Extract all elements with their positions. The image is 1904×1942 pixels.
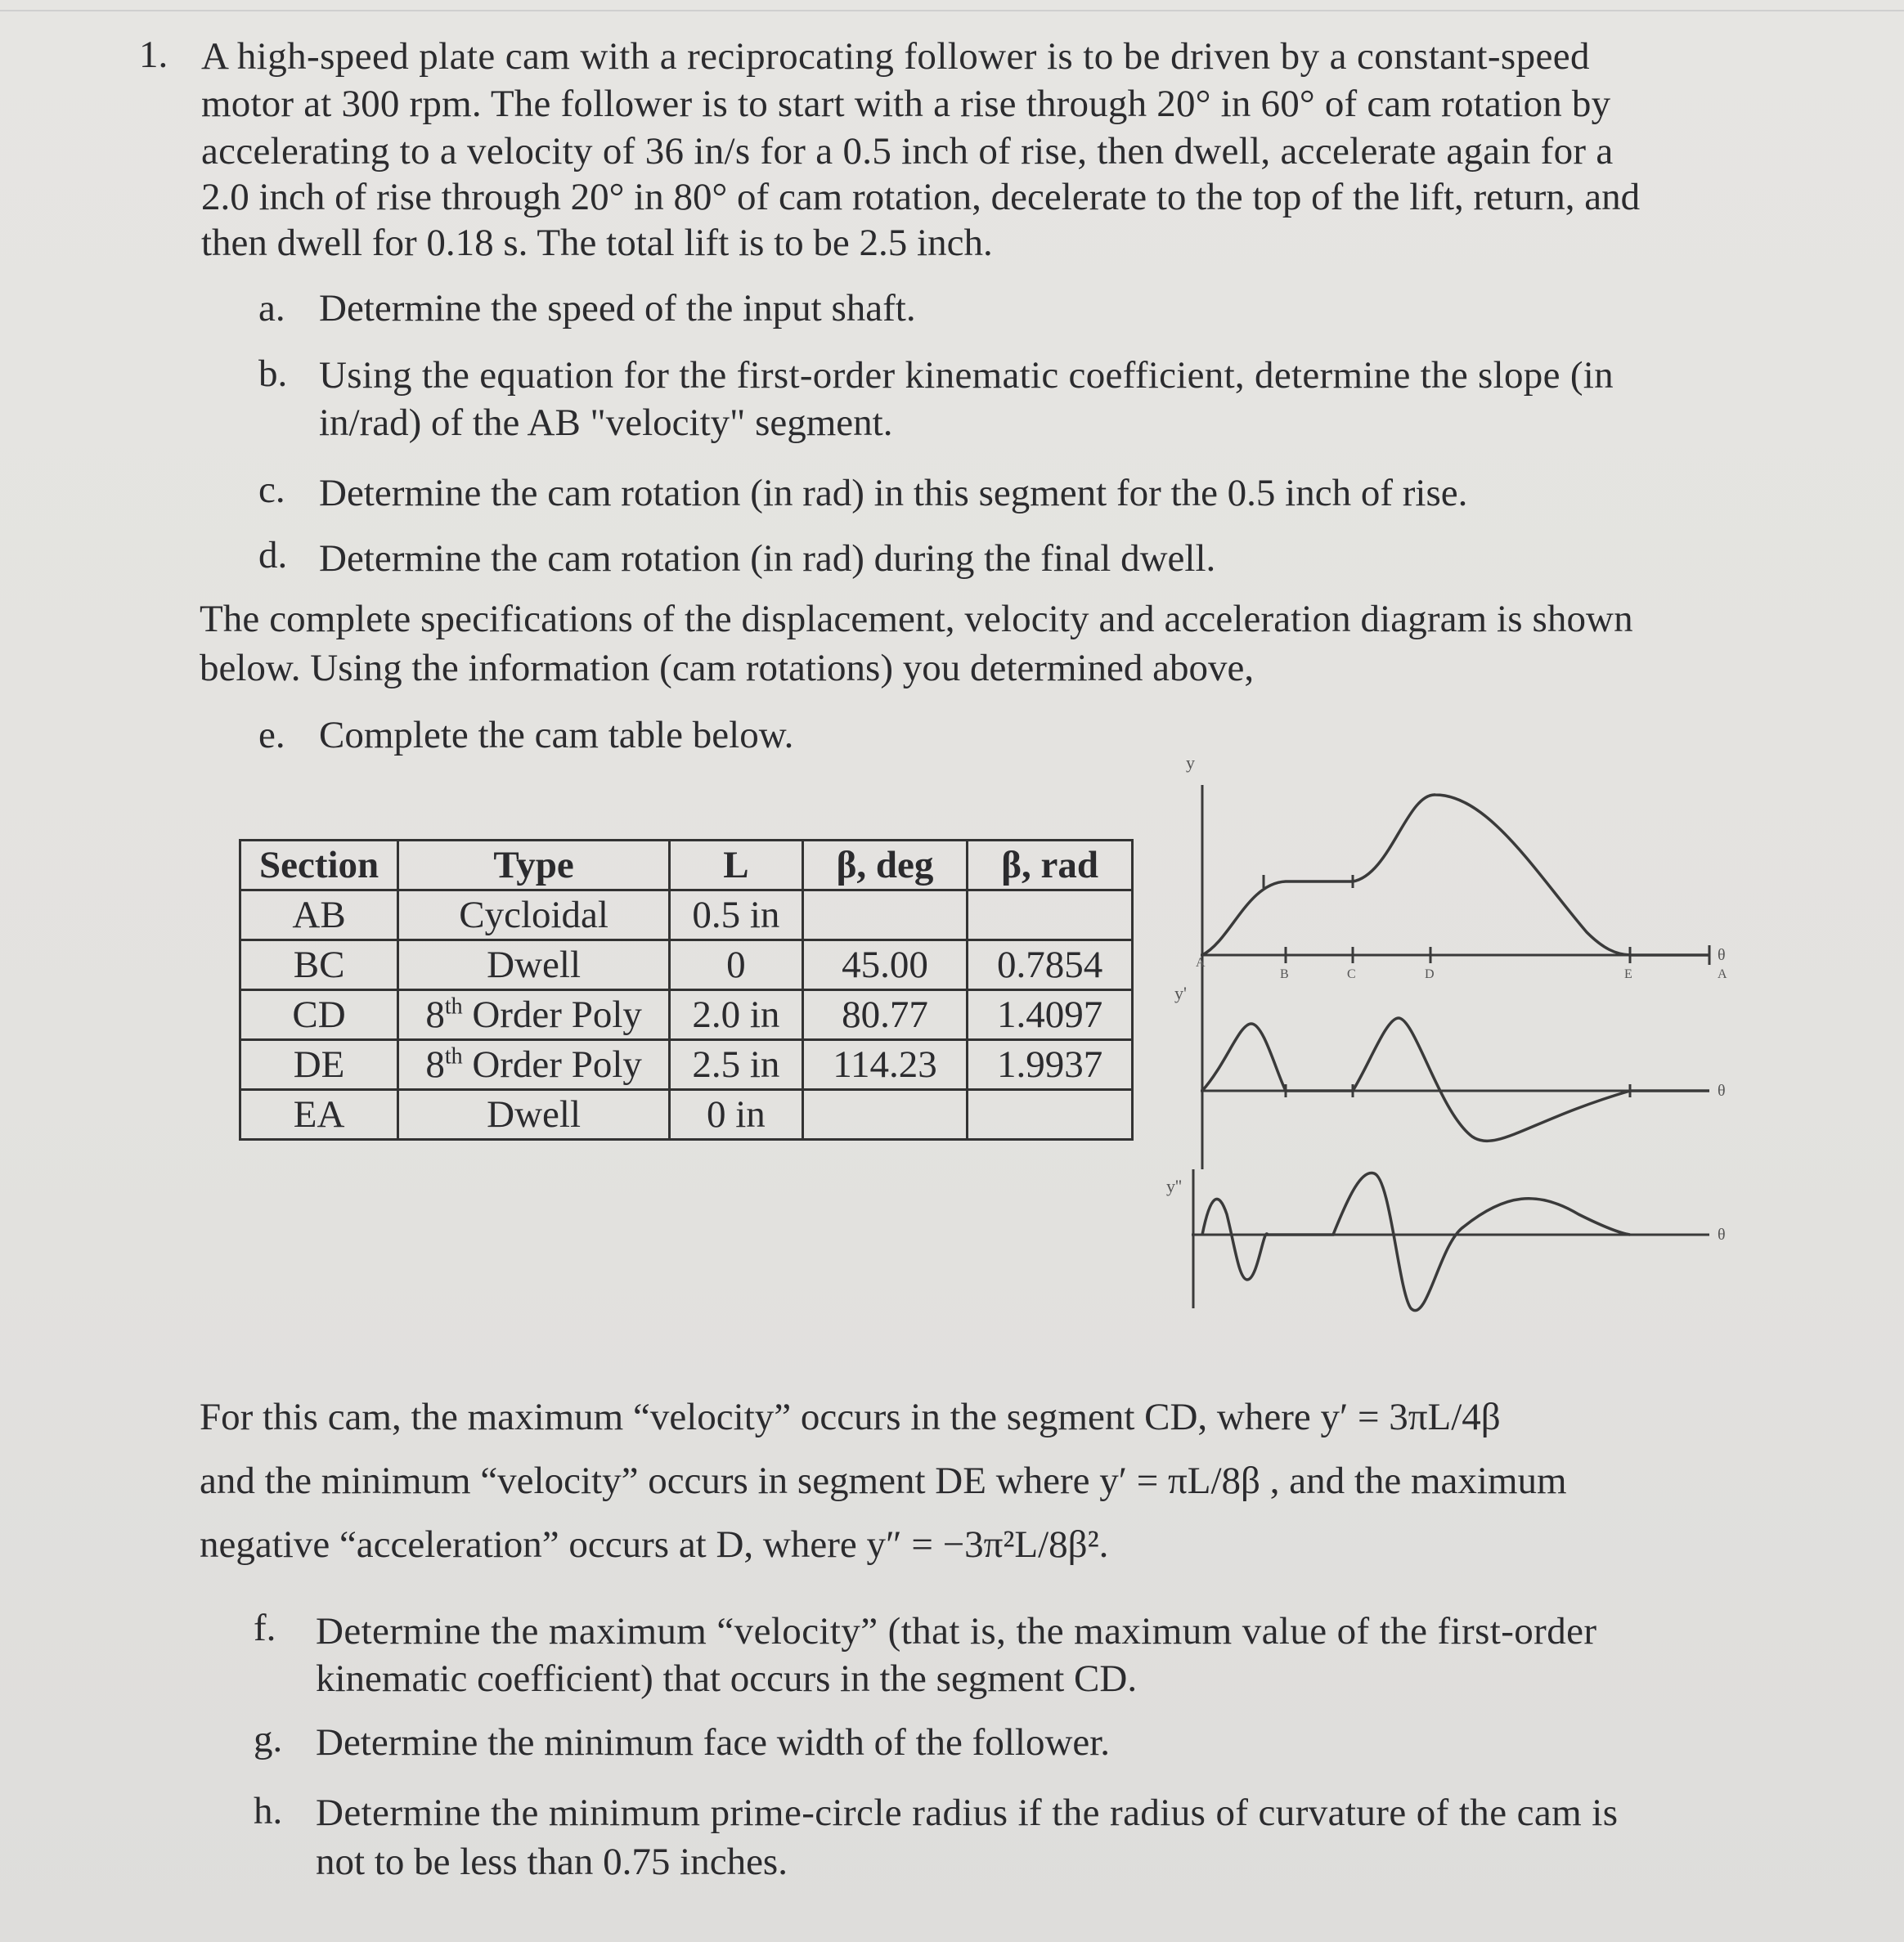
displacement-curve [1202,795,1709,955]
cell-section: CD [240,990,398,1040]
cell-type: Dwell [398,940,670,990]
order-number: 8 [425,993,445,1036]
label-y1: y' [1174,983,1187,1003]
cell-L: 0.5 in [670,890,803,940]
cell-beta-deg: 114.23 [802,1040,968,1090]
part-b-line-2: in/rad) of the AB "velocity" segment. [319,401,893,444]
table-row [240,990,1133,1040]
cell-type: Cycloidal [398,890,670,940]
part-b-line-1: Using the equation for the first-order kinematic coefficient, determine the slope (in [319,354,1614,397]
cell-section: DE [240,1040,398,1090]
table-row [240,940,1133,990]
intro-line-1: A high-speed plate cam with a reciprocating follower is to be driven by a constant-speed [201,35,1590,78]
order-type: Order Poly [462,993,642,1036]
label-E: E [1624,967,1632,981]
intro-line-3: accelerating to a velocity of 36 in/s for a 0.5 inch of rise, then dwell, accelerate again for a [201,130,1614,173]
cell-beta-rad: 0.7854 [968,940,1133,990]
order-suffix: th [444,1043,463,1070]
cell-section: AB [240,890,398,940]
part-b-label: b. [258,352,288,395]
table-row [240,1040,1133,1090]
label-y2: y'' [1166,1176,1182,1196]
cell-beta-rad[interactable] [968,890,1133,940]
cell-L: 0 in [670,1090,803,1140]
header-L: L [670,841,803,890]
part-e-text: Complete the cam table below. [319,714,794,756]
label-A-end: A [1718,967,1727,981]
cell-beta-deg[interactable] [802,1090,968,1140]
cell-beta-deg[interactable] [802,890,968,940]
velocity-line-1: For this cam, the maximum “velocity” occurs in the segment CD, where y′ = 3πL/4β [200,1396,1501,1438]
label-B: B [1280,967,1289,981]
label-D: D [1425,967,1435,981]
order-number: 8 [425,1043,445,1086]
cell-beta-rad: 1.4097 [968,990,1133,1040]
table-row [240,1090,1133,1140]
cam-motion-diagram [1145,736,1750,1325]
part-g-text: Determine the minimum face width of the follower. [316,1721,1111,1764]
velocity-curve [1202,1018,1709,1141]
cell-section: EA [240,1090,398,1140]
cell-L: 2.0 in [670,990,803,1040]
cell-L: 2.5 in [670,1040,803,1090]
part-f-line-2: kinematic coefficient) that occurs in the segment CD. [316,1657,1138,1700]
part-f-label: f. [254,1607,276,1649]
intro-line-2: motor at 300 rpm. The follower is to start with a rise through 20° in 60° of cam rotation by [201,83,1611,125]
part-d-text: Determine the cam rotation (in rad) during the final dwell. [319,537,1216,580]
cell-type [398,990,670,1040]
part-c-label: c. [258,469,285,511]
cell-L: 0 [670,940,803,990]
label-C: C [1347,967,1356,981]
label-A: A [1196,956,1206,970]
acceleration-curve [1202,1173,1630,1310]
header-section: Section [240,841,398,890]
label-theta-3: θ [1718,1226,1726,1244]
part-c-text: Determine the cam rotation (in rad) in this segment for the 0.5 inch of rise. [319,472,1468,514]
cell-beta-rad[interactable] [968,1090,1133,1140]
cell-beta-deg: 80.77 [802,990,968,1040]
cell-beta-deg: 45.00 [802,940,968,990]
part-a-label: a. [258,287,285,330]
intro-line-5: then dwell for 0.18 s. The total lift is to be 2.5 inch. [201,222,993,264]
spec-line-2: below. Using the information (cam rotations) you determined above, [200,647,1255,689]
part-h-line-2: not to be less than 0.75 inches. [316,1841,788,1883]
cell-beta-rad: 1.9937 [968,1040,1133,1090]
order-type: Order Poly [462,1043,642,1086]
table-row [240,890,1133,940]
header-beta-rad: β, rad [968,841,1133,890]
part-h-line-1: Determine the minimum prime-circle radius if the radius of curvature of the cam is [316,1792,1619,1834]
header-beta-deg: β, deg [802,841,968,890]
velocity-line-3: negative “acceleration” occurs at D, where y″ = −3π²L/8β². [200,1523,1109,1566]
order-suffix: th [444,993,463,1020]
label-theta-1: θ [1718,946,1726,964]
part-a-text: Determine the speed of the input shaft. [319,287,916,330]
label-theta-2: θ [1718,1082,1726,1100]
part-g-label: g. [254,1718,283,1760]
part-d-label: d. [258,534,288,576]
label-y: y [1186,752,1195,773]
part-h-label: h. [254,1790,283,1832]
problem-number: 1. [139,34,168,76]
intro-line-4: 2.0 inch of rise through 20° in 80° of cam rotation, decelerate to the top of the lift, return, and [201,176,1641,218]
cam-table [239,839,1134,1141]
velocity-line-2: and the minimum “velocity” occurs in segment DE where y′ = πL/8β , and the maximum [200,1460,1567,1502]
cell-section: BC [240,940,398,990]
cell-type [398,1040,670,1090]
header-type: Type [398,841,670,890]
part-e-label: e. [258,714,285,756]
part-f-line-1: Determine the maximum “velocity” (that is, the maximum value of the first-order [316,1610,1597,1653]
cam-table-header [240,841,1133,890]
top-divider [0,10,1904,11]
cell-type: Dwell [398,1090,670,1140]
spec-line-1: The complete specifications of the displacement, velocity and acceleration diagram is shown [200,598,1633,640]
